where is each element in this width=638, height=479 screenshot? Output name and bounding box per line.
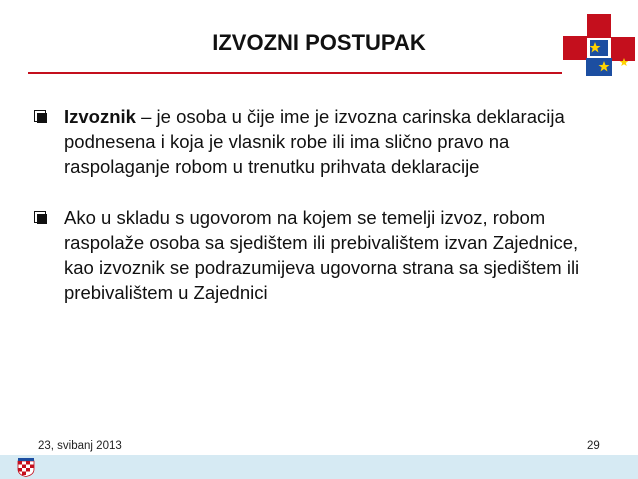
slide-title: IZVOZNI POSTUPAK: [212, 30, 426, 55]
croatian-checker-eu-logo-icon: [560, 14, 638, 76]
definition-term: Izvoznik: [64, 106, 136, 127]
checkbox-bullet-icon: [34, 110, 46, 122]
checkbox-bullet-icon: [34, 211, 46, 223]
list-item: [34, 104, 594, 179]
bullet-text: Ako u skladu s ugovorom na kojem se temelji izvoz, robom raspolaže osoba sa sjedištem ili prebivalištem izvan Zajednice, kao izvoznik se podrazumijeva ugovorna strana sa sjedištem ili prebivalištem u Zajednici: [64, 207, 580, 303]
footer-band: [0, 455, 638, 479]
list-item: [34, 205, 594, 305]
croatian-crest-icon: [16, 457, 36, 477]
footer-date: 23, svibanj 2013: [38, 440, 122, 452]
definition-text: – je osoba u čije ime je izvozna carinska deklaracija podnesena i koja je vlasnik robe ili ima slično pravo na raspolaganje robom u trenutku prihvata deklaracije: [64, 106, 565, 177]
page-number: 29: [587, 440, 600, 452]
title-divider: [28, 72, 562, 74]
bullet-list: [34, 104, 594, 305]
